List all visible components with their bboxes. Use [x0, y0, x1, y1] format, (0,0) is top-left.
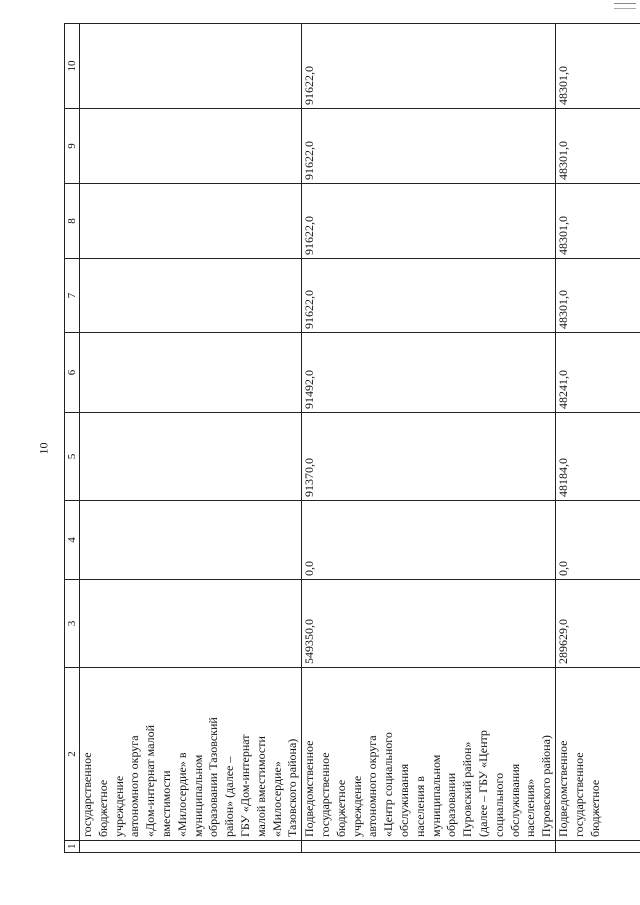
value-cell: [80, 259, 302, 333]
column-number: 1: [65, 841, 80, 853]
header-row: [65, 24, 80, 853]
scan-edge-mark: [614, 3, 636, 9]
value-cell: 48301,0: [555, 24, 640, 109]
column-number: 8: [65, 184, 80, 259]
value-cell: 48241,0: [555, 333, 640, 413]
institution-name-cell: Подведомственное государственное бюджетное учреждение автономного округа «Центр социального обслуживания населения в муниципальном образовании Пуровский район» (далее – ГБУ «Центр социального обслуживания населения» Пуровского района): [302, 668, 556, 841]
column-number: 7: [65, 259, 80, 333]
value-cell: [80, 24, 302, 109]
value-cell: 48301,0: [555, 109, 640, 184]
value-cell: [80, 333, 302, 413]
budget-table: [64, 23, 640, 853]
value-cell: 91622,0: [302, 184, 556, 259]
column-number: 4: [65, 501, 80, 580]
table-row: [80, 24, 302, 853]
column-number: 10: [65, 24, 80, 109]
column-number: 6: [65, 333, 80, 413]
total-cell: [80, 580, 302, 668]
column-number: 5: [65, 413, 80, 501]
value-cell: 48301,0: [555, 259, 640, 333]
value-cell: 91622,0: [302, 259, 556, 333]
value-cell: 48184,0: [555, 413, 640, 501]
value-cell: 0,0: [555, 501, 640, 580]
column-number: 2: [65, 668, 80, 841]
value-cell: 91622,0: [302, 24, 556, 109]
institution-name-cell: государственное бюджетное учреждение автономного округа «Дом-интернат малой вместимости «Милосердие» в муниципальном образовании Тазовский район» (далее – ГБУ «Дом-интернат малой вместимости «Милосердие» Тазовского района): [80, 668, 302, 841]
table-row: [555, 24, 640, 853]
value-cell: [80, 109, 302, 184]
row-index-cell: [80, 841, 302, 853]
rotated-table-wrapper: [64, 24, 622, 853]
total-cell: 549350,0: [302, 580, 556, 668]
value-cell: [80, 184, 302, 259]
total-cell: 289629,0: [555, 580, 640, 668]
value-cell: 0,0: [302, 501, 556, 580]
value-cell: [80, 501, 302, 580]
page-number: 10: [36, 442, 51, 455]
value-cell: [80, 413, 302, 501]
institution-name-cell: Подведомственное государственное бюджетное: [555, 668, 640, 841]
row-index-cell: [302, 841, 556, 853]
value-cell: 91492,0: [302, 333, 556, 413]
table-row: [302, 24, 556, 853]
value-cell: 91370,0: [302, 413, 556, 501]
column-number: 3: [65, 580, 80, 668]
value-cell: 91622,0: [302, 109, 556, 184]
column-number: 9: [65, 109, 80, 184]
value-cell: 48301,0: [555, 184, 640, 259]
row-index-cell: [555, 841, 640, 853]
